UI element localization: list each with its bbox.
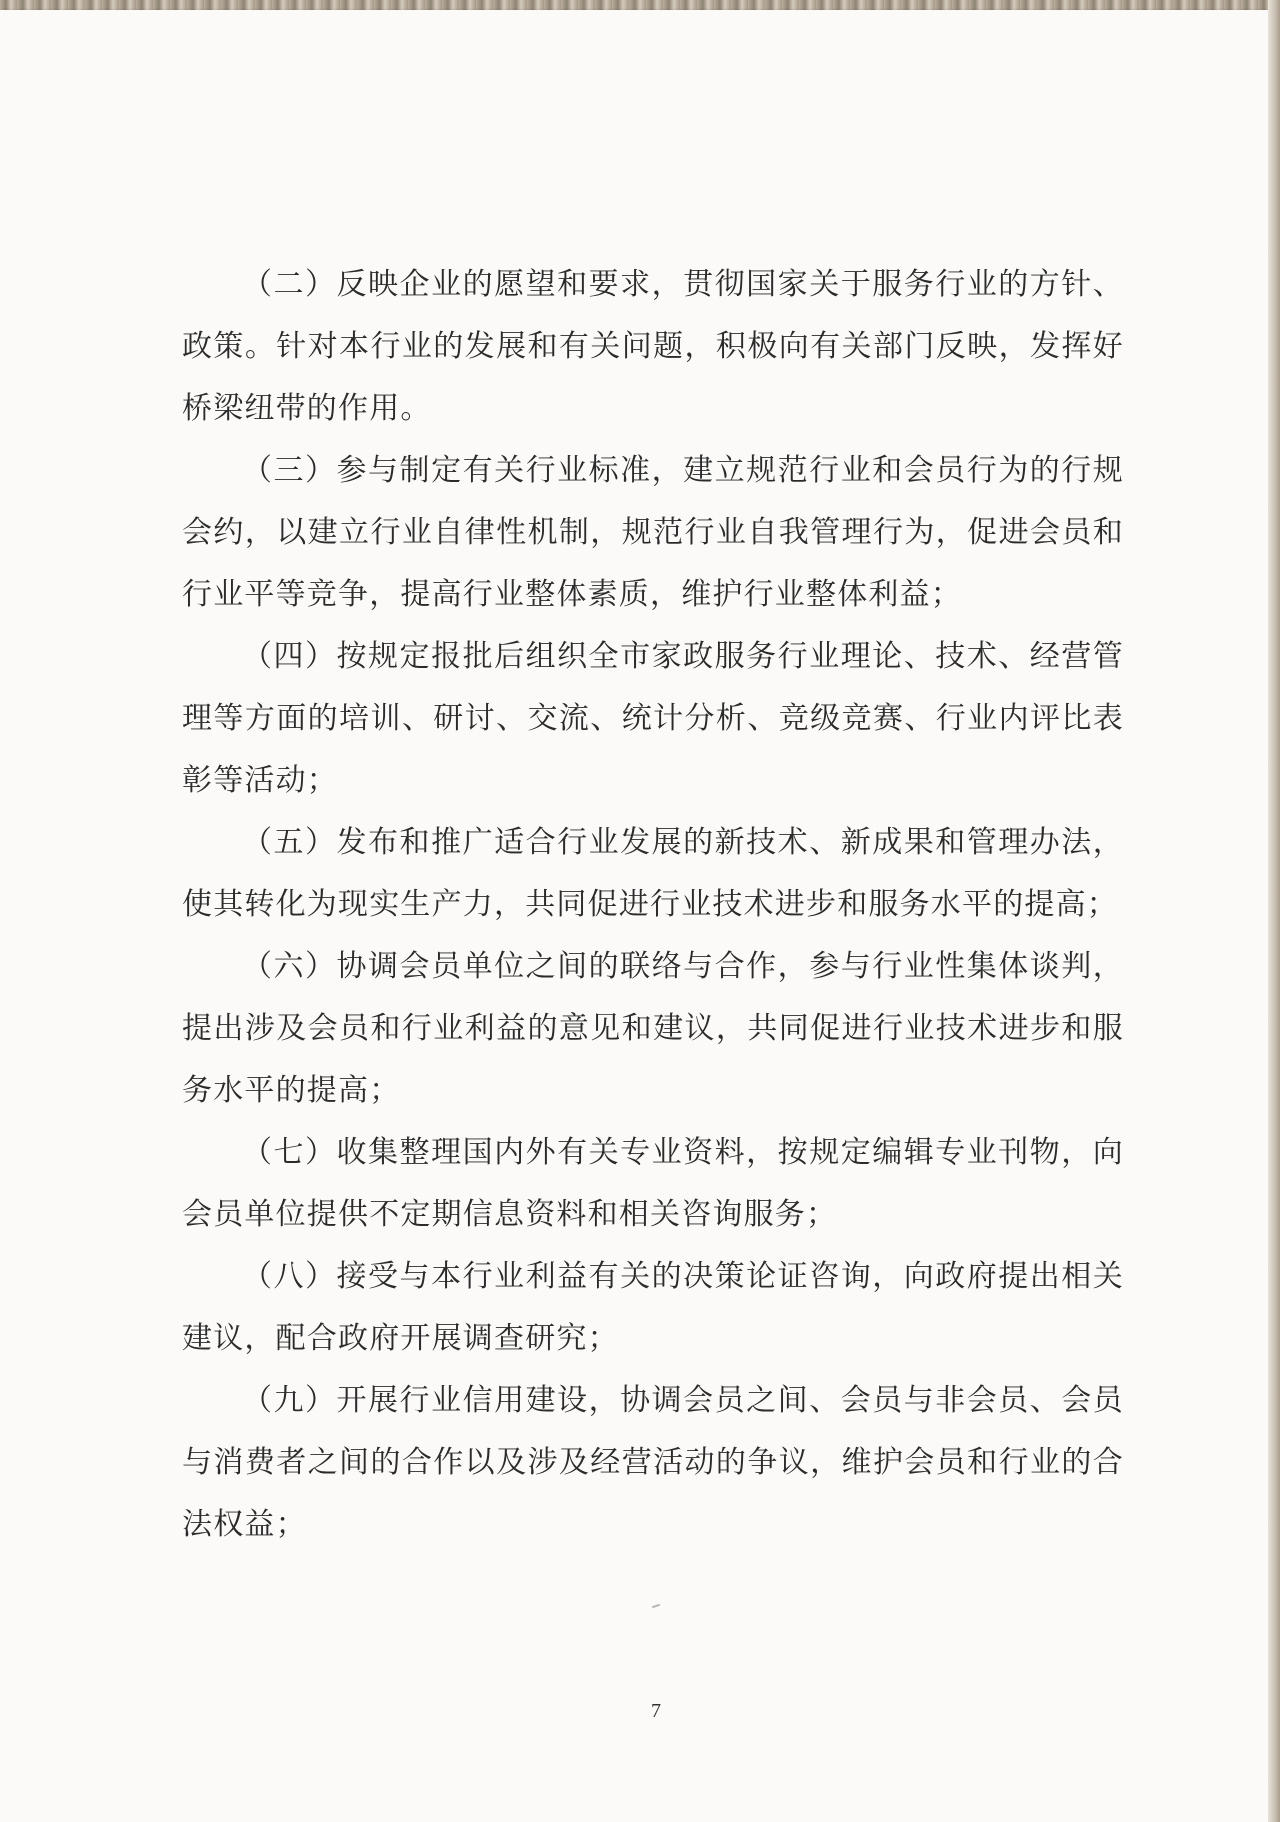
document-body (182, 254, 1124, 1556)
paragraph-3: （三）参与制定有关行业标准，建立规范行业和会员行为的行规会约，以建立行业自律性机制，规范行业自我管理行为，促进会员和行业平等竞争，提高行业整体素质，维护行业整体利益； (182, 453, 1124, 612)
paragraph-5: （五）发布和推广适合行业发展的新技术、新成果和管理办法，使其转化为现实生产力，共同促进行业技术进步和服务水平的提高； (182, 825, 1124, 922)
paragraph-2: （二）反映企业的愿望和要求，贯彻国家关于服务行业的方针、政策。针对本行业的发展和有关问题，积极向有关部门反映，发挥好桥梁纽带的作用。 (182, 267, 1124, 426)
scan-right-edge (1268, 0, 1280, 1822)
paragraph-9: （九）开展行业信用建设，协调会员之间、会员与非会员、会员与消费者之间的合作以及涉及经营活动的争议，维护会员和行业的合法权益； (182, 1383, 1124, 1542)
document-page (0, 10, 1268, 1822)
paragraph-6: （六）协调会员单位之间的联络与合作，参与行业性集体谈判，提出涉及会员和行业利益的意见和建议，共同促进行业技术进步和服务水平的提高； (182, 949, 1124, 1108)
paragraph-8: （八）接受与本行业利益有关的决策论证咨询，向政府提出相关建议，配合政府开展调查研究； (182, 1259, 1124, 1356)
scan-speck (652, 1604, 660, 1609)
page-number: 7 (651, 1700, 661, 1722)
paragraph-4: （四）按规定报批后组织全市家政服务行业理论、技术、经营管理等方面的培训、研讨、交流、统计分析、竞级竞赛、行业内评比表彰等活动； (182, 639, 1124, 798)
paragraph-7: （七）收集整理国内外有关专业资料，按规定编辑专业刊物，向会员单位提供不定期信息资料和相关咨询服务； (182, 1135, 1124, 1232)
